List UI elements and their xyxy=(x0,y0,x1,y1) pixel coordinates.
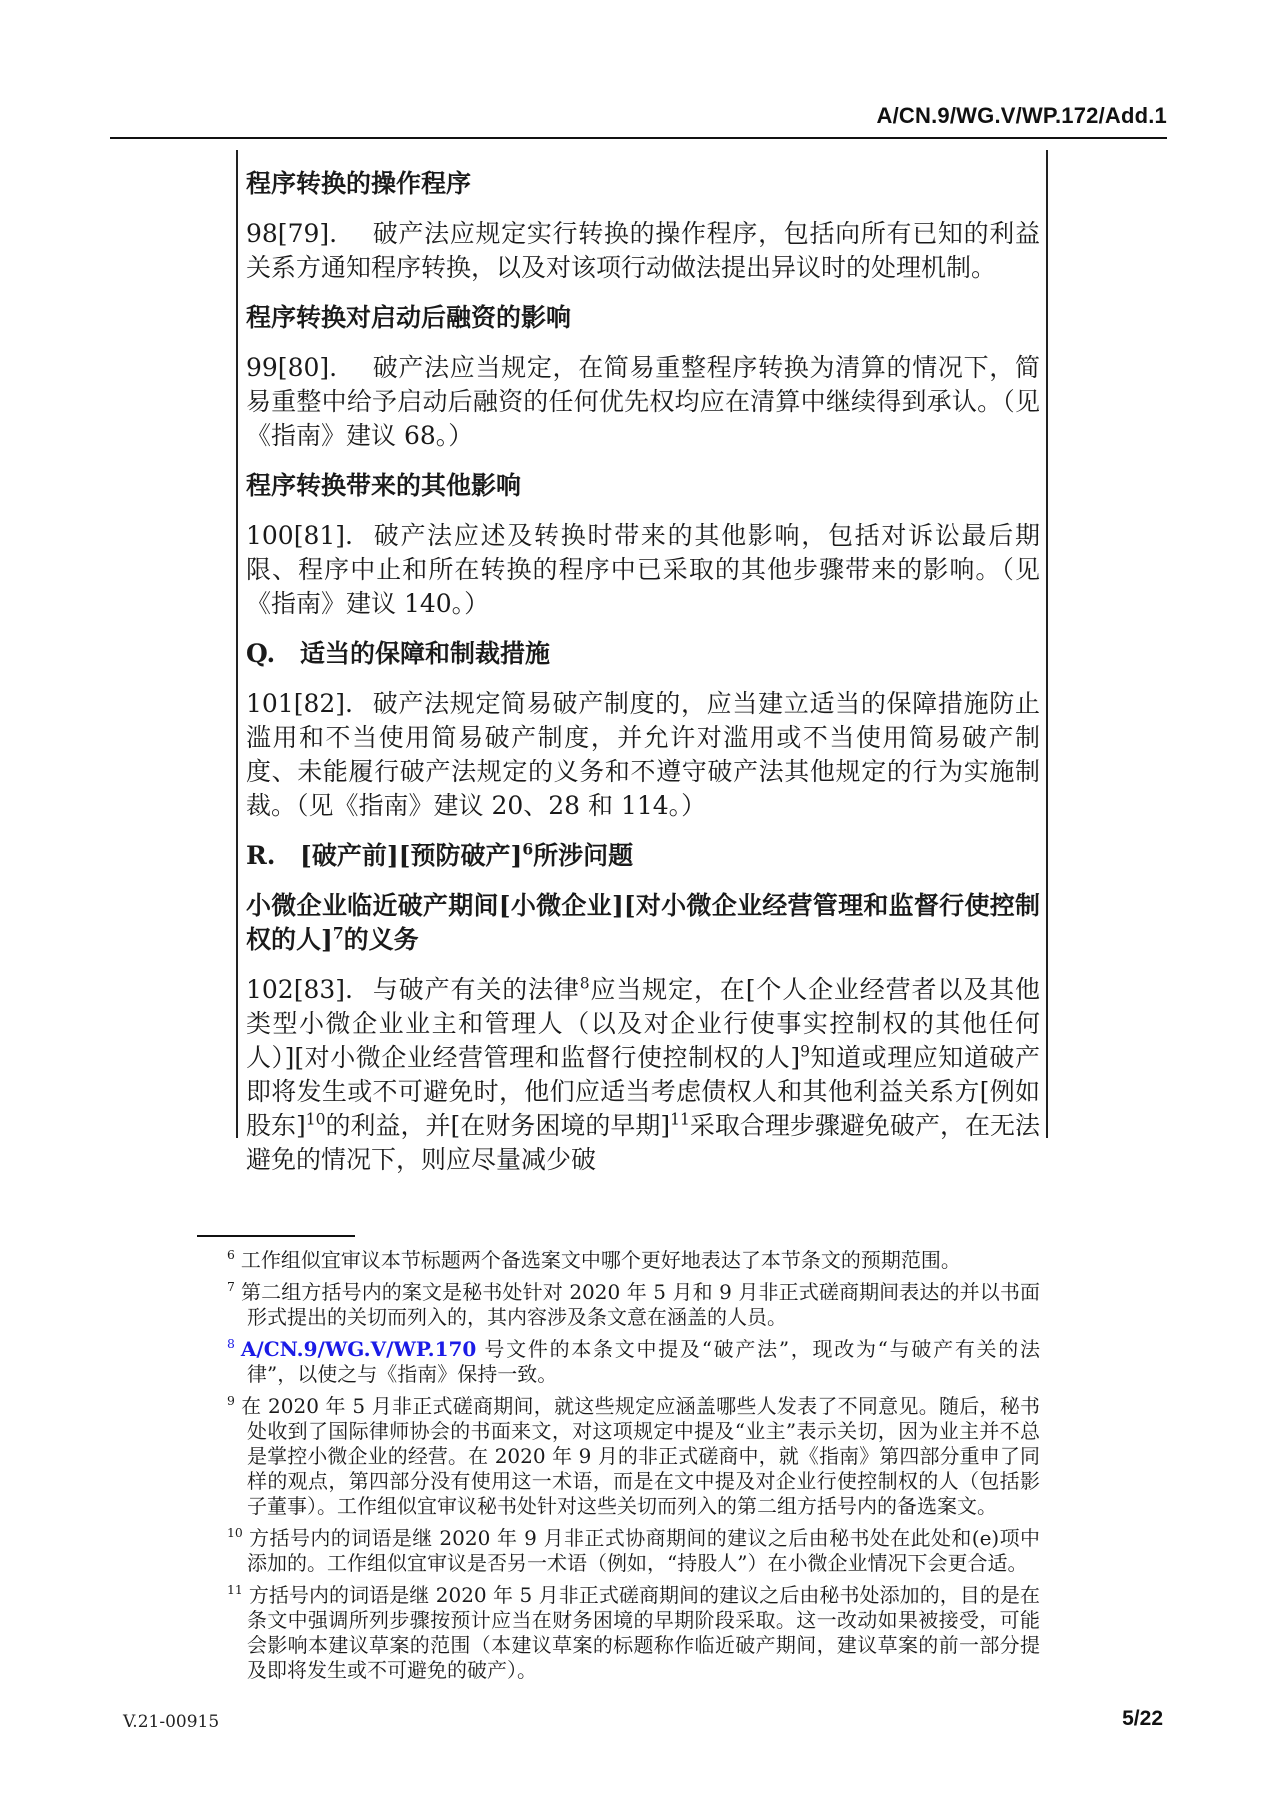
body-text xyxy=(246,0,1040,1177)
footnote-number: 6 xyxy=(227,1247,235,1263)
footnote-ref: 6 xyxy=(522,839,534,859)
footnote-ref: 9 xyxy=(800,1042,810,1061)
footnote: $^8$ A/CN.9/WG.V/WP.170 号文件的本条文中提及“破产法”，现改为“与破产有关的法律”，以使之与《指南》保持一致。 xyxy=(227,1336,1040,1386)
footnote: $^{11}$ 方括号内的词语是继 2020 年 5 月非正式磋商期间的建议之后由秘书处添加的，目的是在条文中强调所列步骤按预计应当在财务困境的早期阶段采取。这一改动如果被接受，可能会影响本建议草案的范围（本建议草案的标题称作临近破产期间，建议草案的前一部分提及即将发生或不可避免的破产）。 xyxy=(227,1582,1040,1682)
footnote-ref: 8 xyxy=(579,974,590,993)
left-column-rule xyxy=(236,150,238,1138)
section-heading: 程序转换的操作程序 xyxy=(246,169,472,198)
paragraph: 101[82]. 破产法规定简易破产制度的，应当建立适当的保障措施防止滥用和不当使用简易破产制度，并允许对滥用或不当使用简易破产制度、未能履行破产法规定的义务和不遵守破产法其他规定的行为实施制裁。（见《指南》建议 20、28 和 114。） xyxy=(246,689,1040,820)
doc-symbol: A/CN.9/WG.V/WP.172/Add.1 xyxy=(876,103,1167,128)
paragraph: 98[79]. 破产法应规定实行转换的操作程序，包括向所有已知的利益关系方通知程序转换，以及对该项行动做法提出异议时的处理机制。 xyxy=(246,219,1040,282)
paragraph-number: 101[82]. xyxy=(246,689,353,718)
footnote: $^{10}$ 方括号内的词语是继 2020 年 9 月非正式协商期间的建议之后由秘书处在此处和(e)项中添加的。工作组似宜审议是否另一术语（例如，“持股人”）在小微企业情况下会更合适。 xyxy=(227,1525,1040,1575)
footnote-ref: 7 xyxy=(332,923,344,943)
paragraph: 102[83]. 与破产有关的法律$^8$应当规定，在[个人企业经营者以及其他类型小微企业业主和管理人（以及对企业行使事实控制权的其他任何人）][对小微企业经营管理和监督行使控制权的人]$^9$知道或理应知道破产即将发生或不可避免时，他们应适当考虑债权人和其他利益关系方[例如股东]$^{10}$的利益，并[在财务困境的早期]$^{11}$采取合理步骤避免破产，在无法避免的情况下，则应尽量减少破 xyxy=(246,974,1040,1174)
footnote: $^6$ 工作组似宜审议本节标题两个备选案文中哪个更好地表达了本节条文的预期范围。 xyxy=(227,1247,961,1272)
lettered-heading xyxy=(246,839,1040,873)
heading-letter: R. xyxy=(246,841,276,870)
heading-text: 适当的保障和制裁措施 xyxy=(300,639,551,668)
footnotes xyxy=(227,1248,1040,1690)
footnote-number: 7 xyxy=(227,1279,235,1295)
lettered-heading xyxy=(246,637,1040,671)
footnote-separator xyxy=(197,1235,355,1237)
section-heading: 程序转换对启动后融资的影响 xyxy=(246,303,572,332)
footer-job-number: V.21-00915 xyxy=(123,1712,220,1732)
footnote-number: 11 xyxy=(227,1582,243,1598)
paragraph-number: 99[80]. xyxy=(246,353,338,382)
paragraph-number: 100[81]. xyxy=(246,521,353,550)
paragraph: 99[80]. 破产法应当规定，在简易重整程序转换为清算的情况下，简易重整中给予启动后融资的任何优先权均应在清算中继续得到承认。（见《指南》建议 68。） xyxy=(246,353,1040,450)
heading-text: [破产前][预防破产]$^6$所涉问题 xyxy=(300,839,634,870)
heading-letter: Q. xyxy=(246,639,276,668)
footnote-ref: 11 xyxy=(670,1110,690,1129)
footnote: $^9$ 在 2020 年 5 月非正式磋商期间，就这些规定应涵盖哪些人发表了不同意见。随后，秘书处收到了国际律师协会的书面来文，对这项规定中提及“业主”表示关切，因为业主并不总是掌控小微企业的经营。在 2020 年 9 月的非正式磋商中，就《指南》第四部分重申了同样的观点，第四部分没有使用这一术语，而是在文中提及对企业行使控制权的人（包括影子董事）。工作组似宜审议秘书处针对这些关切而列入的第二组方括号内的备选案文。 xyxy=(227,1393,1040,1518)
footnote: $^7$ 第二组方括号内的案文是秘书处针对 2020 年 5 月和 9 月非正式磋商期间表达的并以书面形式提出的关切而列入的，其内容涉及条文意在涵盖的人员。 xyxy=(227,1279,1040,1329)
footnote-number: 8 xyxy=(227,1336,235,1352)
paragraph-number: 102[83]. xyxy=(246,975,353,1004)
sub-heading: 小微企业临近破产期间[小微企业][对小微企业经营管理和监督行使控制权的人]$^7$的义务 xyxy=(246,891,1040,954)
document-link[interactable]: A/CN.9/WG.V/WP.170 xyxy=(240,1337,477,1361)
section-heading: 程序转换带来的其他影响 xyxy=(246,471,522,500)
paragraph: 100[81]. 破产法应述及转换时带来的其他影响，包括对诉讼最后期限、程序中止和所在转换的程序中已采取的其他步骤带来的影响。（见《指南》建议 140。） xyxy=(246,521,1040,618)
paragraph-number: 98[79]. xyxy=(246,219,338,248)
footnote-number: 9 xyxy=(227,1393,235,1409)
right-column-rule xyxy=(1046,150,1048,1138)
footnote-number: 10 xyxy=(227,1525,243,1541)
footnote-ref: 10 xyxy=(305,1110,326,1129)
footer-page-number: 5/22 xyxy=(1122,1707,1163,1730)
